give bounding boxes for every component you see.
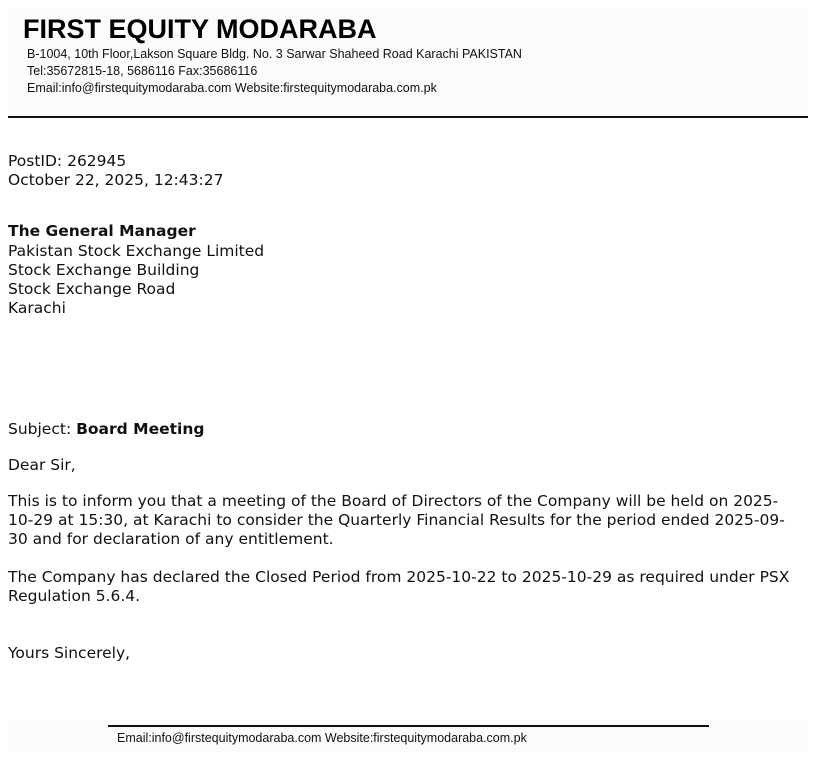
recipient-line: Stock Exchange Building xyxy=(8,261,200,279)
recipient-line: Karachi xyxy=(8,299,66,317)
letterhead-divider xyxy=(8,116,808,118)
company-address: B-1004, 10th Floor,Lakson Square Bldg. No. 3 Sarwar Shaheed Road Karachi PAKISTAN xyxy=(27,47,522,61)
recipient-line: Stock Exchange Road xyxy=(8,280,176,298)
footer-divider xyxy=(108,725,709,727)
greeting: Dear Sir, xyxy=(8,456,76,474)
subject-line xyxy=(8,420,204,439)
footer xyxy=(8,720,807,752)
body-paragraph-closed-period: The Company has declared the Closed Period from 2025-10-22 to 2025-10-29 as required under PSX Regulation 5.6.4. xyxy=(8,568,790,605)
footer-email-website: Email:info@firstequitymodaraba.com Website:firstequitymodaraba.com.pk xyxy=(117,731,527,745)
closing-salutation: Yours Sincerely, xyxy=(8,644,131,662)
subject-value: Board Meeting xyxy=(76,420,205,438)
company-name: FIRST EQUITY MODARABA xyxy=(23,14,377,44)
recipient-line: Pakistan Stock Exchange Limited xyxy=(8,242,265,260)
subject-label: Subject: xyxy=(8,420,77,438)
post-id: PostID: 262945 xyxy=(8,152,127,170)
company-email-website: Email:info@firstequitymodaraba.com Website:firstequitymodaraba.com.pk xyxy=(27,81,437,95)
body-paragraph-meeting: This is to inform you that a meeting of the Board of Directors of the Company will be held on 2025-10-29 at 15:30, at Karachi to consider the Quarterly Financial Results for the period ended 2025-09-30 and for declaration of any entitlement. xyxy=(8,492,785,548)
post-datetime: October 22, 2025, 12:43:27 xyxy=(8,171,224,189)
recipient-title: The General Manager xyxy=(8,222,196,240)
company-phone-fax: Tel:35672815-18, 5686116 Fax:35686116 xyxy=(27,64,258,78)
letterhead xyxy=(8,8,807,116)
